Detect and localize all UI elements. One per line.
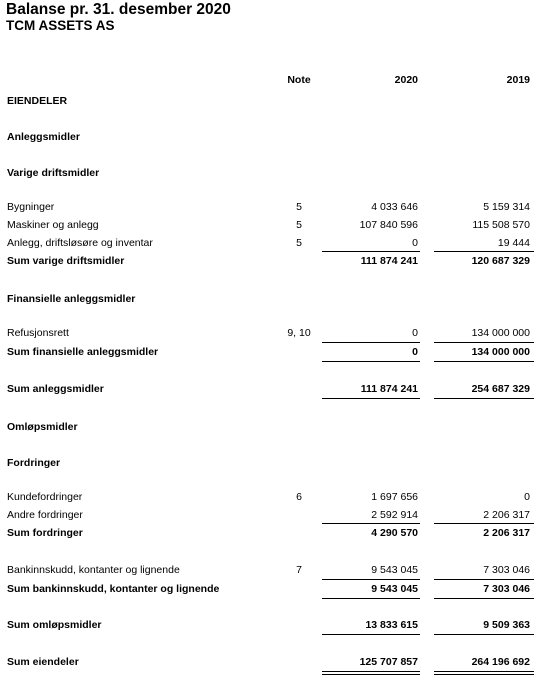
row-maskiner-og-anlegg <box>0 218 544 232</box>
rule-line <box>322 398 420 399</box>
row-value-2020: 4 290 570 <box>371 527 418 539</box>
section-label: EIENDELER <box>7 95 68 107</box>
rule-line <box>434 398 534 399</box>
page-title: Balanse pr. 31. desember 2020 <box>6 1 231 18</box>
rule-line <box>322 579 420 580</box>
row-value-2020: 0 <box>412 237 418 249</box>
row-refusjonsrett <box>0 326 544 340</box>
row-value-2020: 0 <box>412 327 418 339</box>
row-note: 5 <box>296 219 302 231</box>
rule-line <box>434 634 534 635</box>
row-sum-finansielle-anleggsmidler <box>0 345 544 359</box>
company-name: TCM ASSETS AS <box>6 18 115 33</box>
row-sum-fordringer <box>0 526 544 540</box>
rule-line <box>322 342 420 343</box>
row-label: Sum bankinnskudd, kontanter og lignende <box>7 583 220 595</box>
row-anlegg-inventar <box>0 236 544 250</box>
double-rule-line <box>434 671 534 672</box>
row-value-2019: 0 <box>524 491 530 503</box>
double-rule-line <box>322 671 420 672</box>
row-label: Bygninger <box>7 201 55 213</box>
section-fordringer <box>0 456 544 470</box>
row-label: Sum omløpsmidler <box>7 619 102 631</box>
row-value-2020: 111 874 241 <box>360 255 418 267</box>
row-label: Anlegg, driftsløsøre og inventar <box>7 237 153 249</box>
rule-line <box>322 251 420 252</box>
section-varige-driftsmidler <box>0 166 544 180</box>
row-value-2020: 125 707 857 <box>359 656 418 668</box>
row-value-2020: 13 833 615 <box>365 619 418 631</box>
column-header-2019: 2019 <box>506 74 530 86</box>
section-label: Fordringer <box>7 457 61 469</box>
row-note: 5 <box>296 201 302 213</box>
row-sum-omlopsmidler <box>0 618 544 632</box>
row-value-2020: 107 840 596 <box>359 219 418 231</box>
row-value-2019: 264 196 692 <box>471 656 530 668</box>
double-rule-line <box>434 674 534 675</box>
rule-line <box>322 523 420 524</box>
row-note: 5 <box>296 237 302 249</box>
row-value-2020: 0 <box>412 346 418 358</box>
row-value-2019: 19 444 <box>497 237 530 249</box>
row-value-2019: 7 303 046 <box>483 583 530 595</box>
row-label: Sum fordringer <box>7 527 83 539</box>
section-finansielle-anleggsmidler <box>0 292 544 306</box>
section-label: Omløpsmidler <box>7 421 78 433</box>
row-value-2020: 111 874 241 <box>360 383 418 395</box>
section-anleggsmidler <box>0 130 544 144</box>
row-sum-bankinnskudd <box>0 582 544 596</box>
row-value-2019: 9 509 363 <box>483 619 530 631</box>
row-value-2019: 120 687 329 <box>471 255 530 267</box>
row-note: 7 <box>296 564 302 576</box>
row-value-2019: 5 159 314 <box>483 201 530 213</box>
row-label: Sum finansielle anleggsmidler <box>7 346 159 358</box>
double-rule-line <box>322 674 420 675</box>
row-label: Sum varige driftsmidler <box>7 255 125 267</box>
row-label: Maskiner og anlegg <box>7 219 99 231</box>
row-value-2019: 254 687 329 <box>471 383 530 395</box>
rule-line <box>434 523 534 524</box>
column-header-note: Note <box>287 74 311 86</box>
row-note: 9, 10 <box>287 327 311 339</box>
row-sum-anleggsmidler <box>0 382 544 396</box>
row-value-2020: 9 543 045 <box>371 583 418 595</box>
row-note: 6 <box>296 491 302 503</box>
row-label: Sum anleggsmidler <box>7 383 104 395</box>
row-value-2019: 7 303 046 <box>483 564 530 576</box>
section-label: Finansielle anleggsmidler <box>7 293 136 305</box>
rule-line <box>434 579 534 580</box>
row-value-2019: 2 206 317 <box>483 509 530 521</box>
section-eiendeler <box>0 94 544 108</box>
section-omlopsmidler <box>0 420 544 434</box>
row-label: Refusjonsrett <box>7 327 69 339</box>
rule-line <box>434 598 534 599</box>
row-sum-eiendeler <box>0 655 544 669</box>
row-value-2020: 2 592 914 <box>371 509 418 521</box>
row-andre-fordringer <box>0 508 544 522</box>
row-value-2020: 4 033 646 <box>371 201 418 213</box>
row-kundefordringer <box>0 490 544 504</box>
row-value-2019: 134 000 000 <box>471 346 530 358</box>
row-value-2019: 2 206 317 <box>483 527 530 539</box>
section-label: Varige driftsmidler <box>7 167 100 179</box>
row-value-2019: 134 000 000 <box>471 327 530 339</box>
column-header-2020: 2020 <box>394 74 418 86</box>
rule-line <box>322 361 420 362</box>
row-label: Sum eiendeler <box>7 656 79 668</box>
rule-line <box>322 598 420 599</box>
row-label: Bankinnskudd, kontanter og lignende <box>7 564 180 576</box>
row-value-2020: 9 543 045 <box>371 564 418 576</box>
row-value-2020: 1 697 656 <box>371 491 418 503</box>
section-label: Anleggsmidler <box>7 131 80 143</box>
row-sum-varige-driftsmidler <box>0 254 544 268</box>
rule-line <box>322 634 420 635</box>
row-bankinnskudd <box>0 563 544 577</box>
row-value-2019: 115 508 570 <box>472 219 530 231</box>
row-label: Andre fordringer <box>7 509 83 521</box>
row-label: Kundefordringer <box>7 491 83 503</box>
row-bygninger <box>0 200 544 214</box>
rule-line <box>434 361 534 362</box>
rule-line <box>434 342 534 343</box>
rule-line <box>434 251 534 252</box>
